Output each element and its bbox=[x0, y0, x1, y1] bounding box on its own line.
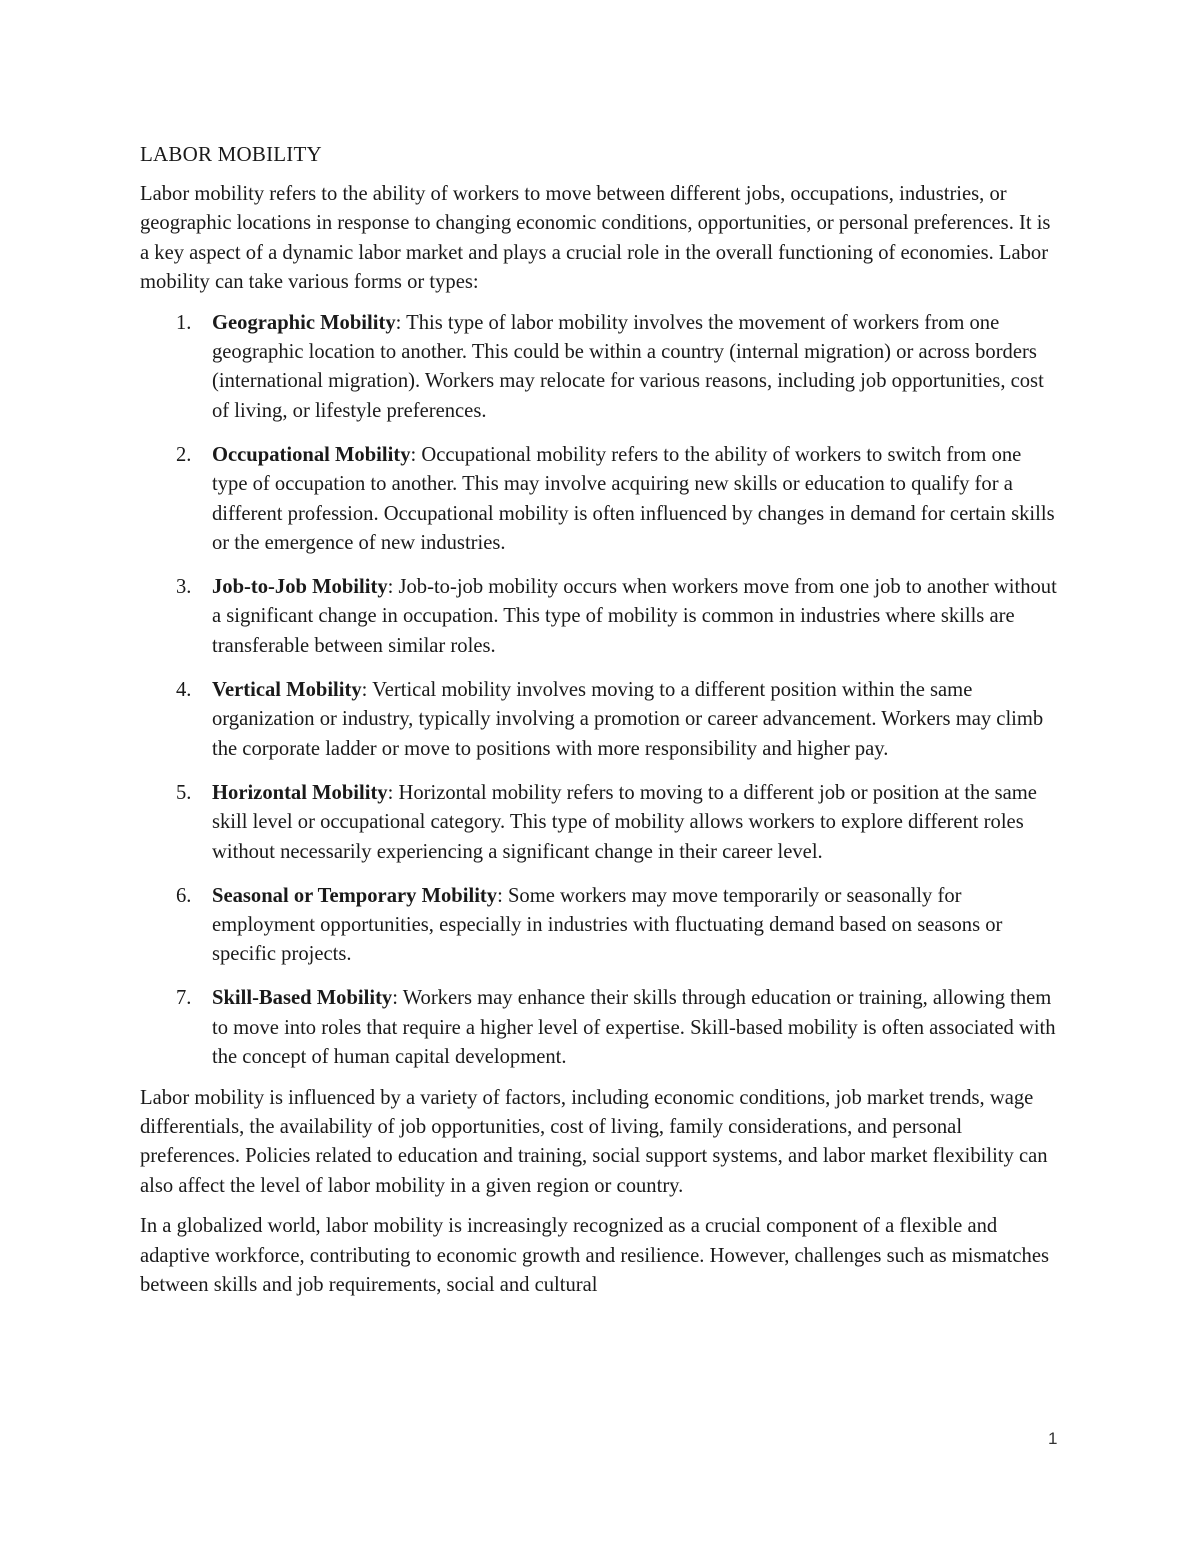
list-item bbox=[140, 779, 1060, 867]
list-item-term: Horizontal Mobility bbox=[212, 781, 388, 804]
list-item-term: Occupational Mobility bbox=[212, 443, 411, 466]
list-item-term: Vertical Mobility bbox=[212, 678, 362, 701]
list-item-term: Job-to-Job Mobility bbox=[212, 576, 388, 599]
list-item-text: : This type of labor mobility involves the movement of workers from one geographic location to another. This could be within a country (internal migration) or across borders (international migration). Workers may relocate for various reasons, including job opportunities, cost of living, or lifestyle preferences. bbox=[212, 311, 1044, 422]
globalized-paragraph: In a globalized world, labor mobility is increasingly recognized as a crucial component of a flexible and adaptive workforce, contributing to economic growth and resilience. However, challenges such as mismatches between skills and job requirements, social and cultural bbox=[140, 1215, 1050, 1296]
list-item bbox=[140, 676, 1060, 764]
list-item-number: 7. bbox=[176, 987, 192, 1010]
list-item-number: 3. bbox=[176, 576, 192, 599]
list-item-number: 1. bbox=[176, 311, 192, 334]
list-item-text: : Horizontal mobility refers to moving to a different job or position at the same skill level or occupational category. This type of mobility allows workers to explore different roles without necessarily experiencing a significant change in their career level. bbox=[212, 781, 1037, 863]
document-title: LABOR MOBILITY bbox=[140, 142, 322, 166]
list-item-text: : Occupational mobility refers to the ability of workers to switch from one type of occupation to another. This may involve acquiring new skills or education to qualify for a different profession. Occupational mobility is often influenced by changes in demand for certain skills or the emergence of new industries. bbox=[212, 443, 1055, 555]
list-item bbox=[140, 441, 1060, 559]
list-item bbox=[140, 309, 1060, 427]
list-item bbox=[140, 573, 1060, 661]
page-number: 1 bbox=[1048, 1429, 1058, 1448]
list-item-term: Seasonal or Temporary Mobility bbox=[212, 884, 498, 907]
list-item-number: 5. bbox=[176, 781, 192, 804]
intro-paragraph: Labor mobility refers to the ability of workers to move between different jobs, occupations, industries, or geographic locations in response to changing economic conditions, opportunities, or personal preferences. It is a key aspect of a dynamic labor market and plays a crucial role in the overall functioning of economies. Labor mobility can take various forms or types: bbox=[140, 183, 1051, 294]
list-item-text: : Some workers may move temporarily or seasonally for employment opportunities, especially in industries with fluctuating demand based on seasons or specific projects. bbox=[212, 884, 1003, 966]
list-item-text: : Job-to-job mobility occurs when workers move from one job to another without a significant change in occupation. This type of mobility is common in industries where skills are transferable between similar roles. bbox=[212, 576, 1057, 657]
list-item-term: Geographic Mobility bbox=[212, 311, 396, 334]
list-item bbox=[140, 984, 1060, 1072]
list-item-text: : Vertical mobility involves moving to a different position within the same organization or industry, typically involving a promotion or career advancement. Workers may climb the corporate ladder or move to positions with more responsibility and higher pay. bbox=[212, 678, 1044, 760]
list-item-number: 2. bbox=[176, 443, 192, 466]
list-item-text: : Workers may enhance their skills through education or training, allowing them to move into roles that require a higher level of expertise. Skill-based mobility is often associated with the concept of human capital development. bbox=[212, 987, 1056, 1069]
list-item-number: 4. bbox=[176, 678, 192, 701]
document-page bbox=[140, 140, 1060, 1311]
mobility-types-list bbox=[140, 309, 1060, 1073]
list-item-term: Skill-Based Mobility bbox=[212, 987, 393, 1010]
list-item-number: 6. bbox=[176, 884, 192, 907]
factors-paragraph: Labor mobility is influenced by a variety of factors, including economic conditions, job market trends, wage differentials, the availability of job opportunities, cost of living, family considerations, and personal preferences. Policies related to education and training, social support systems, and labor market flexibility can also affect the level of labor mobility in a given region or country. bbox=[140, 1086, 1048, 1197]
list-item bbox=[140, 882, 1060, 970]
